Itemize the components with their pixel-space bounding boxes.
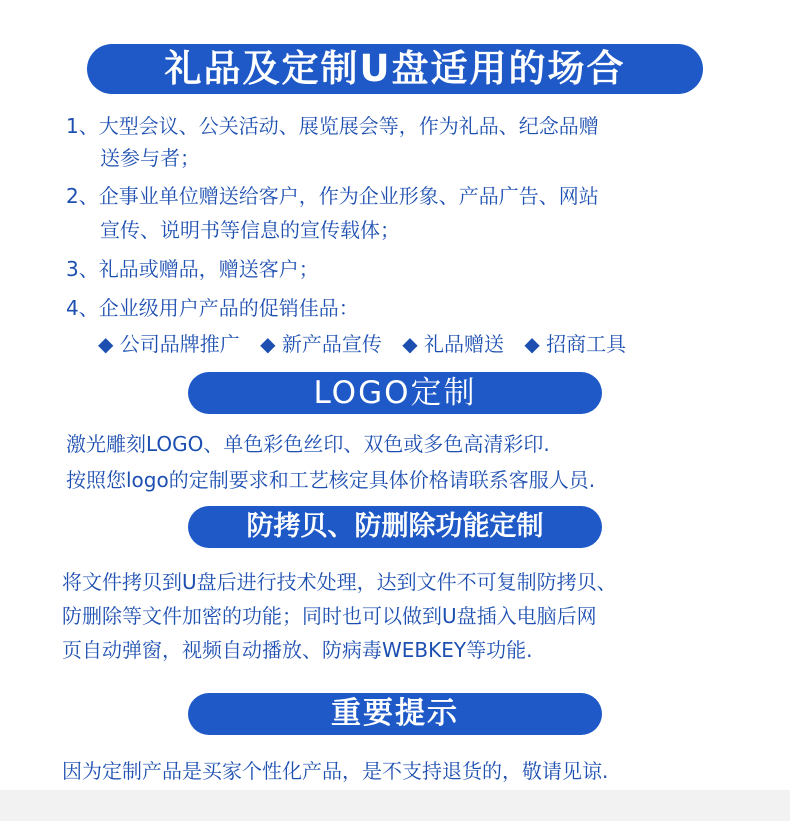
occasion-line-1: 1、大型会议、公关活动、展览展会等，作为礼品、纪念品赠: [66, 114, 599, 138]
occasion-line-3: 3、礼品或赠品，赠送客户；: [66, 257, 319, 281]
logo-line-2: 按照您logo的定制要求和工艺核定具体价格请联系客服人员.: [66, 468, 596, 492]
occasion-line-1-cont: 送参与者；: [100, 146, 200, 170]
bullet-new-product: ◆ 新产品宣传: [260, 332, 382, 356]
bullet-gift: ◆ 礼品赠送: [402, 332, 504, 356]
bullet-investment-tool: ◆ 招商工具: [524, 332, 627, 356]
bullet-brand-promotion: ◆ 公司品牌推广: [98, 332, 240, 356]
footer-band: [0, 790, 790, 821]
section-title-occasions: 礼品及定制U盘适用的场合: [87, 44, 703, 94]
logo-line-1: 激光雕刻LOGO、单色彩色丝印、双色或多色高清彩印.: [66, 432, 550, 456]
protection-line-2: 防删除等文件加密的功能；同时也可以做到U盘插入电脑后网: [62, 604, 597, 628]
occasion-line-4: 4、企业级用户产品的促销佳品：: [66, 296, 359, 320]
notice-line-1: 因为定制产品是买家个性化产品，是不支持退货的，敬请见谅.: [62, 759, 609, 783]
section-title-logo: LOGO定制: [188, 372, 602, 414]
occasion-line-2-cont: 宣传、说明书等信息的宣传载体；: [100, 218, 400, 242]
occasion-line-2: 2、企事业单位赠送给客户，作为企业形象、产品广告、网站: [66, 184, 599, 208]
section-title-protection: 防拷贝、防删除功能定制: [188, 506, 602, 548]
section-title-notice: 重要提示: [188, 693, 602, 735]
protection-line-3: 页自动弹窗，视频自动播放、防病毒WEBKEY等功能.: [62, 638, 533, 662]
bullet-list: [98, 328, 640, 357]
protection-line-1: 将文件拷贝到U盘后进行技术处理，达到文件不可复制防拷贝、: [62, 570, 617, 594]
